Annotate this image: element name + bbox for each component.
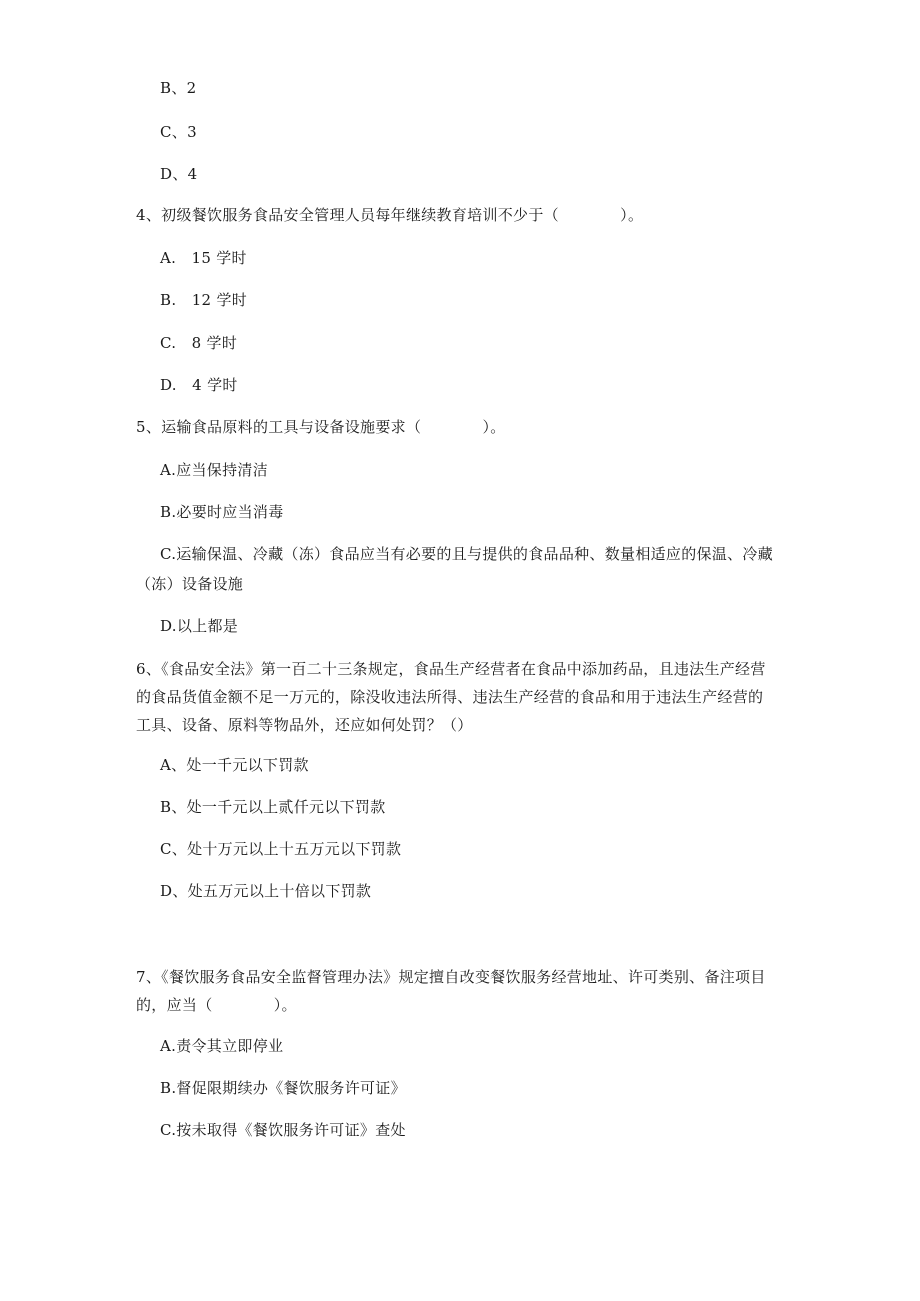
q6-stem-line-2: 的食品货值金额不足一万元的，除没收违法所得、违法生产经营的食品和用于违法生产经营的 [136,688,764,706]
q5-stem: 5、运输食品原料的工具与设备设施要求（ ）。 [136,418,506,436]
q3-option-b: B、2 [160,79,197,97]
q6-stem-line-3: 工具、设备、原料等物品外，还应如何处罚？（） [136,716,473,734]
q5-option-d: D.以上都是 [160,617,239,635]
q5-option-c: C.运输保温、冷藏（冻）食品应当有必要的且与提供的食品品种、数量相适应的保温、冷藏 [160,545,774,563]
q6-option-c: C、处十万元以上十五万元以下罚款 [160,840,402,858]
q7-option-a: A.责令其立即停业 [160,1037,284,1055]
q7-stem-line-1: 7、《餐饮服务食品安全监督管理办法》规定擅自改变餐饮服务经营地址、许可类别、备注项目 [136,968,766,986]
q4-option-d: D. 4 学时 [160,376,238,394]
q7-stem-line-2: 的，应当（ ）。 [136,996,297,1014]
q7-option-b: B.督促限期续办《餐饮服务许可证》 [160,1079,406,1097]
q6-option-a: A、处一千元以下罚款 [160,756,309,774]
q4-option-c: C. 8 学时 [160,334,238,352]
q7-option-c: C.按未取得《餐饮服务许可证》查处 [160,1121,406,1139]
q3-option-c: C、3 [160,123,197,141]
q6-option-d: D、处五万元以上十倍以下罚款 [160,882,372,900]
q4-stem: 4、初级餐饮服务食品安全管理人员每年继续教育培训不少于（ ）。 [136,206,644,224]
q6-stem-line-1: 6、《食品安全法》第一百二十三条规定，食品生产经营者在食品中添加药品，且违法生产经营 [136,660,766,678]
q4-option-a: A. 15 学时 [160,249,247,267]
q6-option-b: B、处一千元以上贰仟元以下罚款 [160,798,386,816]
q4-option-b: B. 12 学时 [160,291,248,309]
q5-option-a: A.应当保持清洁 [160,461,269,479]
q5-option-c-continuation: （冻）设备设施 [136,575,244,593]
q3-option-d: D、4 [160,165,198,183]
q5-option-b: B.必要时应当消毒 [160,503,284,521]
